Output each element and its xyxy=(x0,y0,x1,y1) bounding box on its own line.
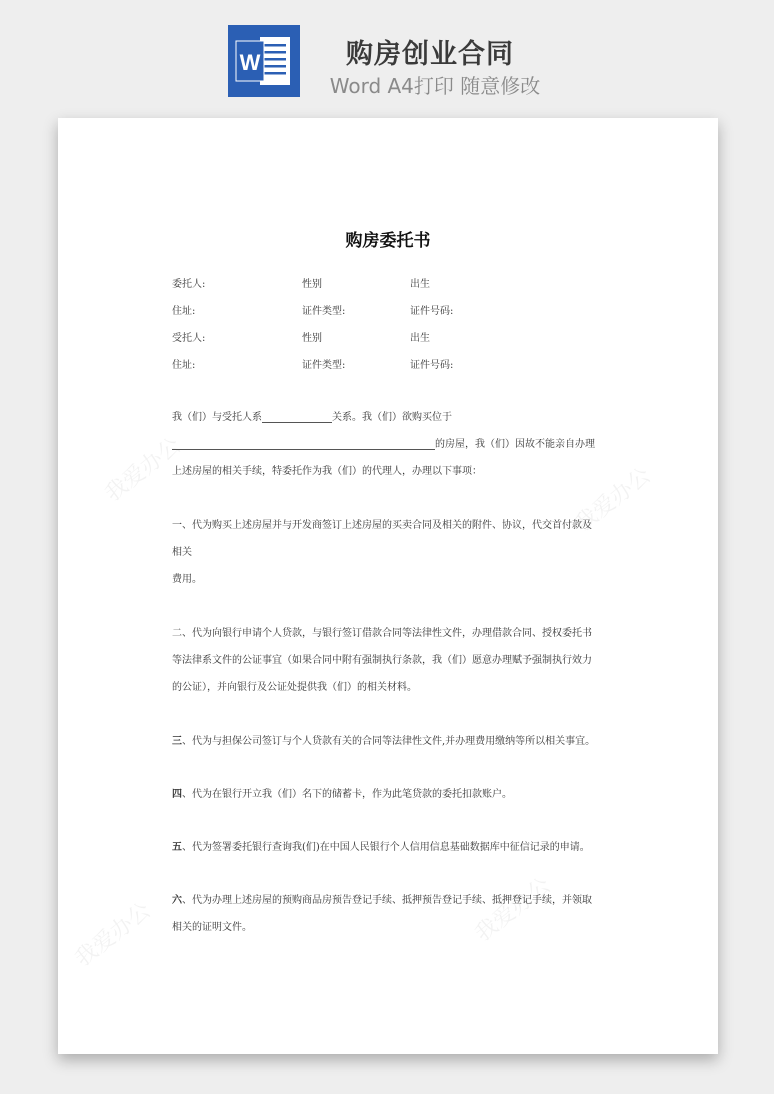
intro-line-1 xyxy=(172,408,452,423)
field-gender: 性别 xyxy=(302,279,322,290)
item-1-line-3: 费用。 xyxy=(172,574,202,585)
field-address: 住址: xyxy=(172,306,196,317)
word-icon xyxy=(228,25,300,97)
field-birth: 出生 xyxy=(410,279,430,290)
item-text: 、代为签署委托银行查询我(们)在中国人民银行个人信用信息基础数据库中征信记录的申请。 xyxy=(182,842,590,853)
watermark: 我爱办公 xyxy=(100,433,186,508)
field-gender: 性别 xyxy=(302,333,322,344)
intro-line-2 xyxy=(172,435,595,450)
field-birth: 出生 xyxy=(410,333,430,344)
item-6-line-2: 相关的证明文件。 xyxy=(172,922,252,933)
item-6-line-1 xyxy=(172,891,592,906)
field-id-number: 证件号码: xyxy=(410,360,454,371)
item-2-line-3: 的公证），并向银行及公证处提供我（们）的相关材料。 xyxy=(172,682,417,693)
field-agent: 受托人: xyxy=(172,333,206,344)
item-number: 六 xyxy=(172,895,182,906)
item-2-line-2: 等法律系文件的公证事宜（如果合同中附有强制执行条款，我（们）愿意办理赋予强制执行效力 xyxy=(172,655,592,666)
intro-text: 我（们）与受托人系 xyxy=(172,412,262,423)
word-icon-letter: W xyxy=(239,50,261,75)
item-1-line-2: 相关 xyxy=(172,547,192,558)
item-3 xyxy=(172,732,595,747)
intro-text: 的房屋，我（们）因故不能亲自办理 xyxy=(435,439,595,450)
watermark: 我爱办公 xyxy=(70,898,156,973)
page-subtitle: Word A4打印 随意修改 xyxy=(329,74,541,98)
item-1-line-1: 一、代为购买上述房屋并与开发商签订上述房屋的买卖合同及相关的附件、协议，代交首付款及 xyxy=(172,520,592,531)
relation-blank xyxy=(262,412,332,423)
item-text: 、代为在银行开立我（们）名下的储蓄卡，作为此笔贷款的委托扣款账户。 xyxy=(182,789,512,800)
watermark: 我爱办公 xyxy=(570,463,656,538)
field-client: 委托人: xyxy=(172,279,206,290)
field-address: 住址: xyxy=(172,360,196,371)
item-5 xyxy=(172,838,590,853)
item-number: 三 xyxy=(172,736,182,747)
field-id-type: 证件类型: xyxy=(302,360,346,371)
page-title: 购房创业合同 xyxy=(346,39,514,70)
item-text: 、代为办理上述房屋的预购商品房预告登记手续、抵押预告登记手续、抵押登记手续，并领取 xyxy=(182,895,592,906)
location-blank xyxy=(172,439,435,450)
intro-line-3: 上述房屋的相关手续，特委托作为我（们）的代理人，办理以下事项： xyxy=(172,466,482,477)
watermark: 我爱办公 xyxy=(470,873,556,948)
item-number: 五 xyxy=(172,842,182,853)
intro-text: 关系。我（们）欲购买位于 xyxy=(332,412,452,423)
field-id-type: 证件类型: xyxy=(302,306,346,317)
item-2-line-1: 二、代为向银行申请个人贷款，与银行签订借款合同等法律性文件，办理借款合同、授权委托书 xyxy=(172,628,592,639)
document-title: 购房委托书 xyxy=(345,231,431,251)
document-page xyxy=(58,118,718,1054)
item-number: 四 xyxy=(172,789,182,800)
item-text: 、代为与担保公司签订与个人贷款有关的合同等法律性文件,并办理费用缴纳等所以相关事宜。 xyxy=(182,736,596,747)
item-4 xyxy=(172,785,512,800)
field-id-number: 证件号码: xyxy=(410,306,454,317)
